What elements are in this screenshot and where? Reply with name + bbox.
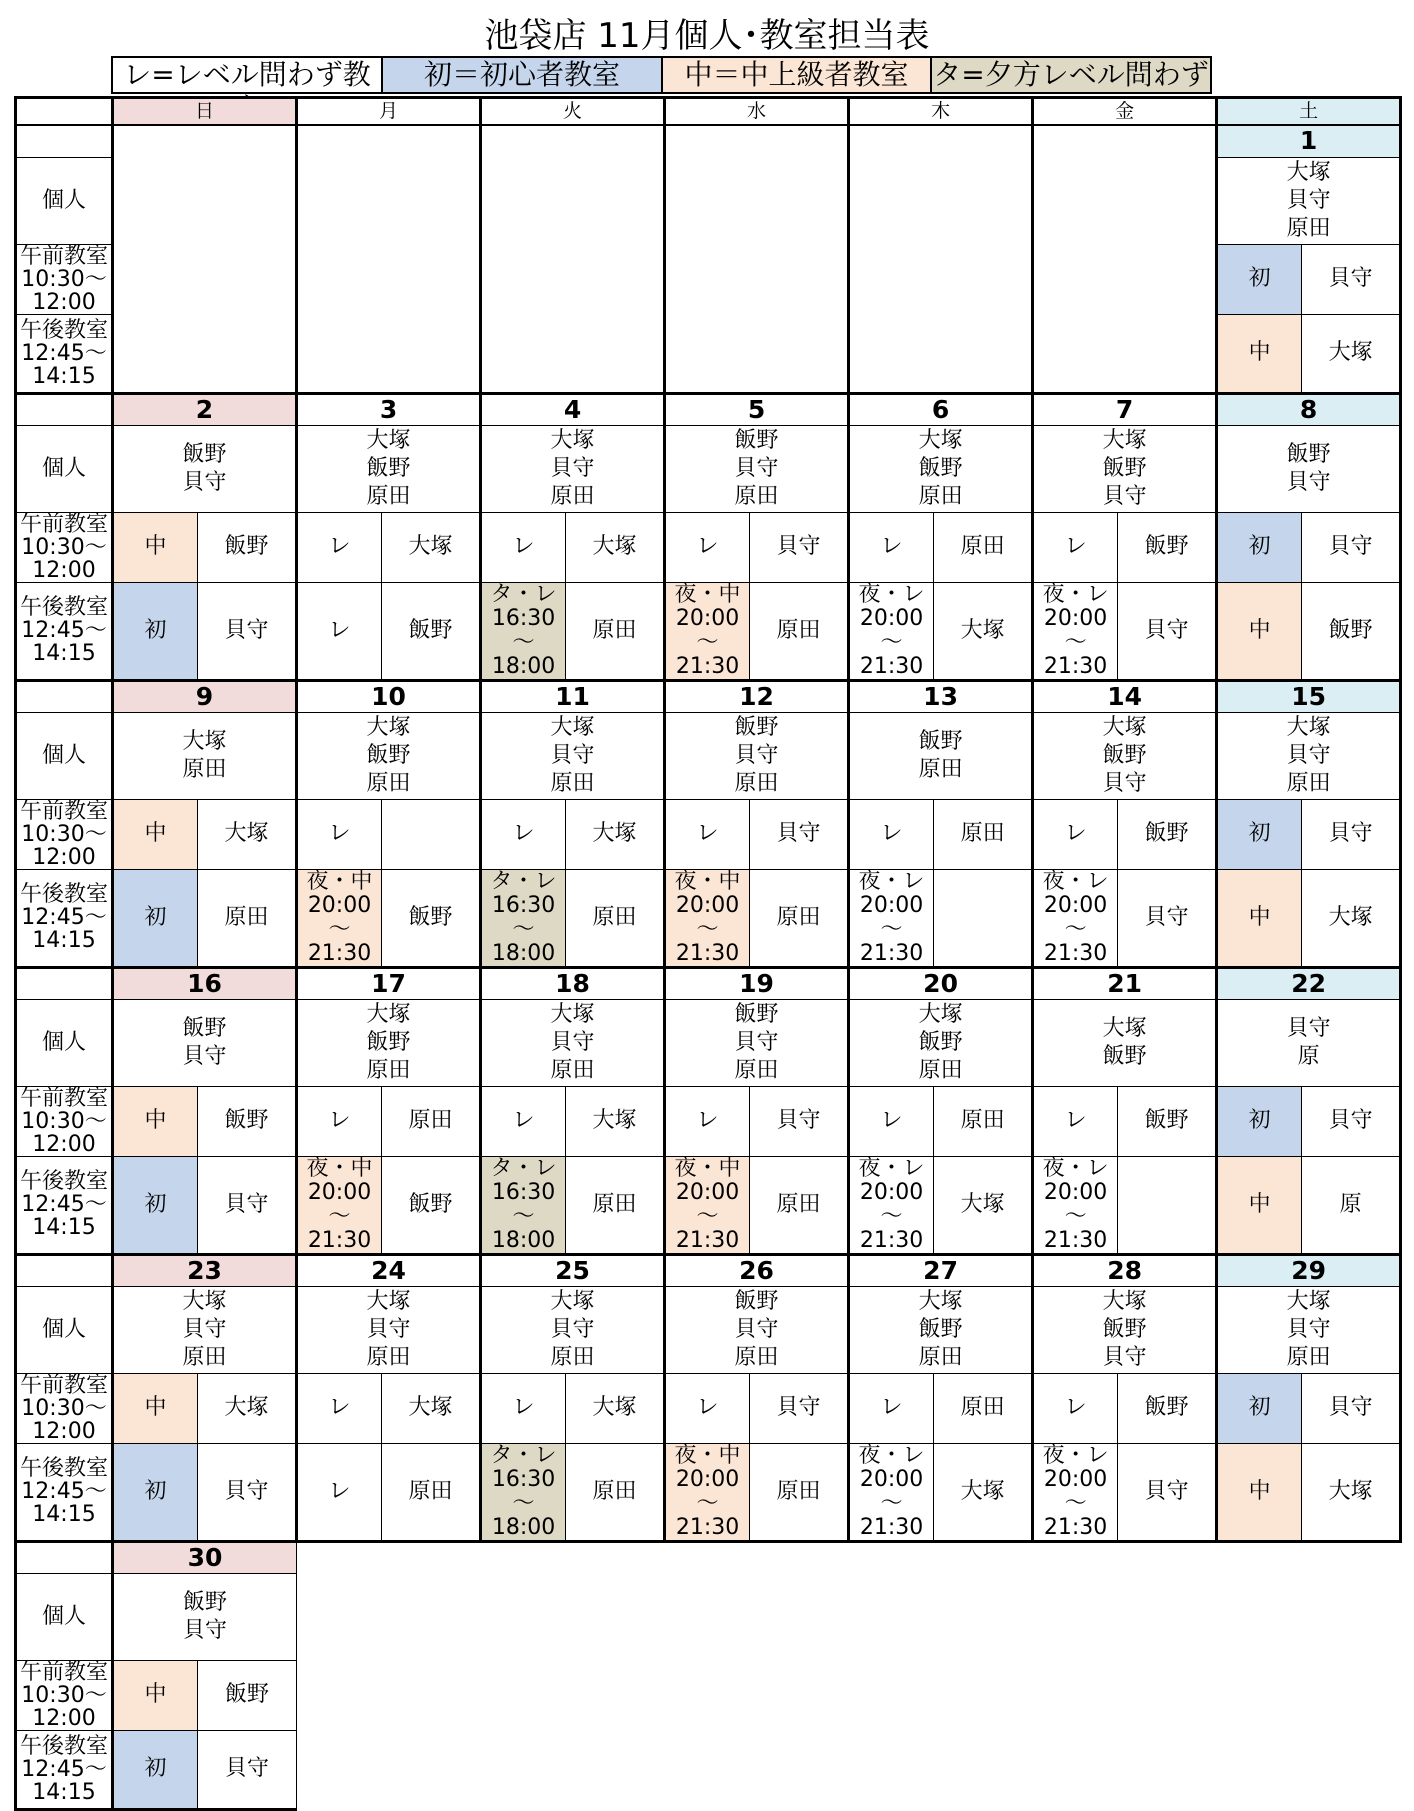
empty-cell: [849, 1541, 1033, 1573]
pm-class-staff: [1118, 1156, 1217, 1254]
pm-class-staff: 飯野: [382, 1156, 481, 1254]
am-class-type: レ: [849, 799, 934, 869]
row-label-am: 午前教室 10:30～ 12:00: [16, 244, 113, 314]
am-class-staff: 原田: [934, 512, 1033, 582]
individual-staff: 貝守 原: [1217, 999, 1401, 1086]
pm-class-staff: 大塚: [934, 582, 1033, 680]
am-class-type: レ: [297, 799, 382, 869]
am-class-staff: 飯野: [198, 1660, 297, 1730]
day-number: 22: [1217, 967, 1401, 999]
am-class-staff: 大塚: [198, 1373, 297, 1443]
pm-class-staff: 原田: [198, 869, 297, 967]
empty-cell: [1033, 1541, 1217, 1573]
pm-class-staff: 飯野: [1302, 582, 1401, 680]
day-number: 21: [1033, 967, 1217, 999]
am-class-type: レ: [849, 1086, 934, 1156]
empty-cell: [481, 1541, 665, 1573]
am-class-staff: 貝守: [1302, 799, 1401, 869]
pm-class-type: 夜・中 20:00～ 21:30: [297, 1156, 382, 1254]
pm-class-staff: 原田: [566, 1156, 665, 1254]
pm-class-type: 夜・中 20:00～ 21:30: [297, 869, 382, 967]
am-class-type: 中: [113, 1660, 198, 1730]
schedule-table: [14, 96, 1402, 1811]
row-label-pm: 午後教室 12:45～ 14:15: [16, 1443, 113, 1541]
day-number: 18: [481, 967, 665, 999]
pm-class-type: 夜・レ 20:00～ 21:30: [849, 582, 934, 680]
individual-staff: 大塚 貝守 原田: [1217, 1286, 1401, 1373]
day-number: 2: [113, 393, 297, 425]
individual-staff: 飯野 貝守 原田: [665, 999, 849, 1086]
am-class-staff: 飯野: [1118, 1086, 1217, 1156]
pm-class-staff: 大塚: [934, 1156, 1033, 1254]
am-class-staff: 貝守: [1302, 1373, 1401, 1443]
day-number: 25: [481, 1254, 665, 1286]
am-class-staff: 原田: [934, 1086, 1033, 1156]
am-class-staff: 大塚: [382, 512, 481, 582]
am-class-staff: 大塚: [566, 1373, 665, 1443]
pm-class-type: 夜・中 20:00～ 21:30: [665, 582, 750, 680]
am-class-type: レ: [665, 1373, 750, 1443]
empty-day: [1033, 125, 1217, 393]
row-label-blank: [16, 967, 113, 999]
am-class-staff: 貝守: [1302, 1086, 1401, 1156]
am-class-type: レ: [481, 1086, 566, 1156]
am-class-type: 中: [113, 1086, 198, 1156]
pm-class-type: 夜・レ 20:00～ 21:30: [1033, 582, 1118, 680]
am-class-type: レ: [297, 1373, 382, 1443]
weekday-header: 月: [297, 98, 481, 126]
day-number: 10: [297, 680, 481, 712]
pm-class-type: 中: [1217, 582, 1302, 680]
row-label-individual: 個人: [16, 157, 113, 244]
weekday-header: 日: [113, 98, 297, 126]
am-class-staff: 貝守: [750, 799, 849, 869]
row-label-blank: [16, 393, 113, 425]
empty-cell: [1033, 1573, 1217, 1660]
empty-cell: [1217, 1541, 1401, 1573]
day-number: 28: [1033, 1254, 1217, 1286]
am-class-staff: [382, 799, 481, 869]
pm-class-staff: 原田: [566, 582, 665, 680]
empty-cell: [297, 1541, 481, 1573]
pm-class-type: 夜・中 20:00～ 21:30: [665, 1443, 750, 1541]
am-class-type: レ: [481, 799, 566, 869]
am-class-type: レ: [665, 512, 750, 582]
pm-class-staff: 原田: [750, 869, 849, 967]
pm-class-type: 夜・レ 20:00～ 21:30: [849, 1443, 934, 1541]
pm-class-type: 夜・レ 20:00～ 21:30: [1033, 869, 1118, 967]
empty-cell: [1217, 1660, 1401, 1730]
pm-class-staff: 大塚: [1302, 869, 1401, 967]
row-label-individual: 個人: [16, 425, 113, 512]
am-class-staff: 貝守: [750, 1373, 849, 1443]
row-label-pm: 午後教室 12:45～ 14:15: [16, 1156, 113, 1254]
row-label-am: 午前教室 10:30～ 12:00: [16, 1660, 113, 1730]
pm-class-type: タ・レ 16:30～ 18:00: [481, 582, 566, 680]
pm-class-staff: 貝守: [198, 1443, 297, 1541]
pm-class-staff: 大塚: [934, 1443, 1033, 1541]
day-number: 12: [665, 680, 849, 712]
day-number: 30: [113, 1541, 297, 1573]
individual-staff: 大塚 飯野 原田: [849, 1286, 1033, 1373]
row-label-am: 午前教室 10:30～ 12:00: [16, 512, 113, 582]
header-corner: [16, 98, 113, 126]
empty-day: [849, 125, 1033, 393]
am-class-type: レ: [1033, 512, 1118, 582]
row-label-am: 午前教室 10:30～ 12:00: [16, 1086, 113, 1156]
individual-staff: 飯野 貝守 原田: [665, 712, 849, 799]
am-class-type: 中: [113, 799, 198, 869]
row-label-blank: [16, 125, 113, 157]
pm-class-type: レ: [297, 582, 382, 680]
individual-staff: 飯野 貝守 原田: [665, 425, 849, 512]
row-label-individual: 個人: [16, 712, 113, 799]
legend-level-any: レ=レベル問わず教: [111, 56, 383, 94]
page-title: 池袋店 11月個人･教室担当表: [484, 16, 930, 56]
pm-class-staff: 原田: [750, 1443, 849, 1541]
empty-cell: [665, 1573, 849, 1660]
empty-day: [113, 125, 297, 393]
am-class-staff: 飯野: [1118, 799, 1217, 869]
pm-class-staff: 飯野: [382, 582, 481, 680]
am-class-type: レ: [1033, 1373, 1118, 1443]
am-class-type: レ: [665, 1086, 750, 1156]
row-label-individual: 個人: [16, 1573, 113, 1660]
pm-class-staff: 貝守: [1118, 1443, 1217, 1541]
individual-staff: 飯野 貝守 原田: [665, 1286, 849, 1373]
individual-staff: 大塚 飯野 原田: [297, 999, 481, 1086]
individual-staff: 大塚 貝守 原田: [481, 712, 665, 799]
am-class-type: レ: [297, 512, 382, 582]
pm-class-staff: 大塚: [1302, 1443, 1401, 1541]
empty-cell: [849, 1573, 1033, 1660]
individual-staff: 飯野 貝守: [1217, 425, 1401, 512]
am-class-staff: 原田: [382, 1086, 481, 1156]
pm-class-staff: 貝守: [1118, 582, 1217, 680]
individual-staff: 大塚 貝守 原田: [481, 1286, 665, 1373]
empty-day: [665, 125, 849, 393]
pm-class-type: 初: [113, 1730, 198, 1809]
day-number: 1: [1217, 125, 1401, 157]
am-class-type: 初: [1217, 244, 1302, 314]
row-label-pm: 午後教室 12:45～ 14:15: [16, 869, 113, 967]
empty-cell: [1033, 1660, 1217, 1730]
empty-cell: [665, 1541, 849, 1573]
day-number: 20: [849, 967, 1033, 999]
pm-class-type: 中: [1217, 1443, 1302, 1541]
pm-class-type: 夜・レ 20:00～ 21:30: [1033, 1156, 1118, 1254]
am-class-type: レ: [481, 1373, 566, 1443]
empty-cell: [665, 1660, 849, 1730]
day-number: 23: [113, 1254, 297, 1286]
pm-class-type: タ・レ 16:30～ 18:00: [481, 1156, 566, 1254]
individual-staff: 大塚 貝守 原田: [481, 425, 665, 512]
am-class-staff: 大塚: [198, 799, 297, 869]
day-number: 19: [665, 967, 849, 999]
individual-staff: 大塚 飯野 貝守: [1033, 425, 1217, 512]
weekday-header: 木: [849, 98, 1033, 126]
weekday-header: 土: [1217, 98, 1401, 126]
row-label-am: 午前教室 10:30～ 12:00: [16, 799, 113, 869]
am-class-staff: 飯野: [198, 1086, 297, 1156]
empty-cell: [297, 1660, 481, 1730]
pm-class-type: 夜・中 20:00～ 21:30: [665, 1156, 750, 1254]
pm-class-type: 中: [1217, 869, 1302, 967]
am-class-staff: 原田: [934, 799, 1033, 869]
row-label-pm: 午後教室 12:45～ 14:15: [16, 1730, 113, 1809]
empty-cell: [297, 1573, 481, 1660]
pm-class-type: 夜・中 20:00～ 21:30: [665, 869, 750, 967]
individual-staff: 大塚 飯野 貝守: [1033, 712, 1217, 799]
am-class-staff: 貝守: [1302, 512, 1401, 582]
am-class-type: レ: [1033, 1086, 1118, 1156]
row-label-pm: 午後教室 12:45～ 14:15: [16, 582, 113, 680]
am-class-type: レ: [849, 1373, 934, 1443]
individual-staff: 大塚 原田: [113, 712, 297, 799]
empty-day: [297, 125, 481, 393]
pm-class-staff: 原: [1302, 1156, 1401, 1254]
am-class-type: 初: [1217, 1086, 1302, 1156]
empty-cell: [481, 1573, 665, 1660]
day-number: 8: [1217, 393, 1401, 425]
individual-staff: 飯野 貝守: [113, 999, 297, 1086]
individual-staff: 大塚 飯野 原田: [297, 425, 481, 512]
pm-class-type: 中: [1217, 1156, 1302, 1254]
empty-cell: [481, 1660, 665, 1730]
am-class-staff: 大塚: [566, 512, 665, 582]
pm-class-type: 夜・レ 20:00～ 21:30: [849, 1156, 934, 1254]
pm-class-staff: 貝守: [1118, 869, 1217, 967]
individual-staff: 飯野 貝守: [113, 425, 297, 512]
pm-class-staff: [934, 869, 1033, 967]
am-class-staff: 大塚: [566, 799, 665, 869]
individual-staff: 大塚 飯野 原田: [849, 999, 1033, 1086]
pm-class-staff: 原田: [750, 582, 849, 680]
pm-class-type: 夜・レ 20:00～ 21:30: [1033, 1443, 1118, 1541]
pm-class-type: 初: [113, 1443, 198, 1541]
individual-staff: 大塚 貝守 原田: [481, 999, 665, 1086]
day-number: 15: [1217, 680, 1401, 712]
day-number: 11: [481, 680, 665, 712]
empty-cell: [849, 1660, 1033, 1730]
day-number: 13: [849, 680, 1033, 712]
day-number: 16: [113, 967, 297, 999]
am-class-staff: 飯野: [198, 512, 297, 582]
individual-staff: 大塚 飯野 原田: [297, 712, 481, 799]
pm-class-type: 夜・レ 20:00～ 21:30: [849, 869, 934, 967]
pm-class-staff: 原田: [566, 1443, 665, 1541]
empty-day: [481, 125, 665, 393]
individual-staff: 大塚 貝守 原田: [1217, 157, 1401, 244]
am-class-staff: 飯野: [1118, 512, 1217, 582]
pm-class-type: 初: [113, 869, 198, 967]
pm-class-staff: 貝守: [198, 1156, 297, 1254]
pm-class-staff: 飯野: [382, 869, 481, 967]
row-label-individual: 個人: [16, 999, 113, 1086]
pm-class-staff: 貝守: [198, 1730, 297, 1809]
row-label-pm: 午後教室 12:45～ 14:15: [16, 314, 113, 393]
am-class-type: レ: [665, 799, 750, 869]
legend-advanced: 中＝中上級者教室: [661, 56, 932, 94]
legend-beginner: 初＝初心者教室: [381, 56, 663, 94]
day-number: 4: [481, 393, 665, 425]
am-class-staff: 原田: [934, 1373, 1033, 1443]
pm-class-staff: 原田: [750, 1156, 849, 1254]
row-label-blank: [16, 1254, 113, 1286]
day-number: 29: [1217, 1254, 1401, 1286]
am-class-type: 初: [1217, 799, 1302, 869]
pm-class-type: 初: [113, 582, 198, 680]
pm-class-type: 中: [1217, 314, 1302, 393]
day-number: 3: [297, 393, 481, 425]
pm-class-type: タ・レ 16:30～ 18:00: [481, 869, 566, 967]
individual-staff: 大塚 貝守 原田: [1217, 712, 1401, 799]
am-class-type: 中: [113, 1373, 198, 1443]
pm-class-type: レ: [297, 1443, 382, 1541]
day-number: 24: [297, 1254, 481, 1286]
day-number: 27: [849, 1254, 1033, 1286]
day-number: 9: [113, 680, 297, 712]
am-class-type: レ: [297, 1086, 382, 1156]
am-class-staff: 大塚: [382, 1373, 481, 1443]
day-number: 5: [665, 393, 849, 425]
am-class-type: 初: [1217, 1373, 1302, 1443]
individual-staff: 大塚 飯野: [1033, 999, 1217, 1086]
pm-class-type: 初: [113, 1156, 198, 1254]
am-class-type: 中: [113, 512, 198, 582]
row-label-am: 午前教室 10:30～ 12:00: [16, 1373, 113, 1443]
individual-staff: 大塚 貝守 原田: [297, 1286, 481, 1373]
am-class-type: レ: [849, 512, 934, 582]
day-number: 17: [297, 967, 481, 999]
empty-cell: [1217, 1573, 1401, 1660]
pm-class-type: タ・レ 16:30～ 18:00: [481, 1443, 566, 1541]
weekday-header: 金: [1033, 98, 1217, 126]
day-number: 26: [665, 1254, 849, 1286]
pm-class-staff: 原田: [382, 1443, 481, 1541]
pm-class-staff: 原田: [566, 869, 665, 967]
am-class-staff: 貝守: [750, 1086, 849, 1156]
day-number: 14: [1033, 680, 1217, 712]
am-class-staff: 貝守: [1302, 244, 1401, 314]
weekday-header: 水: [665, 98, 849, 126]
pm-class-staff: 貝守: [198, 582, 297, 680]
am-class-type: レ: [481, 512, 566, 582]
am-class-staff: 貝守: [750, 512, 849, 582]
individual-staff: 飯野 貝守: [113, 1573, 297, 1660]
individual-staff: 大塚 飯野 貝守: [1033, 1286, 1217, 1373]
am-class-staff: 大塚: [566, 1086, 665, 1156]
individual-staff: 飯野 原田: [849, 712, 1033, 799]
weekday-header: 火: [481, 98, 665, 126]
row-label-individual: 個人: [16, 1286, 113, 1373]
legend-evening: タ=夕方レベル問わず: [930, 56, 1212, 94]
row-label-blank: [16, 1541, 113, 1573]
day-number: 7: [1033, 393, 1217, 425]
row-label-blank: [16, 680, 113, 712]
am-class-staff: 飯野: [1118, 1373, 1217, 1443]
pm-class-staff: 大塚: [1302, 314, 1401, 393]
am-class-type: レ: [1033, 799, 1118, 869]
individual-staff: 大塚 飯野 原田: [849, 425, 1033, 512]
day-number: 6: [849, 393, 1033, 425]
individual-staff: 大塚 貝守 原田: [113, 1286, 297, 1373]
am-class-type: 初: [1217, 512, 1302, 582]
